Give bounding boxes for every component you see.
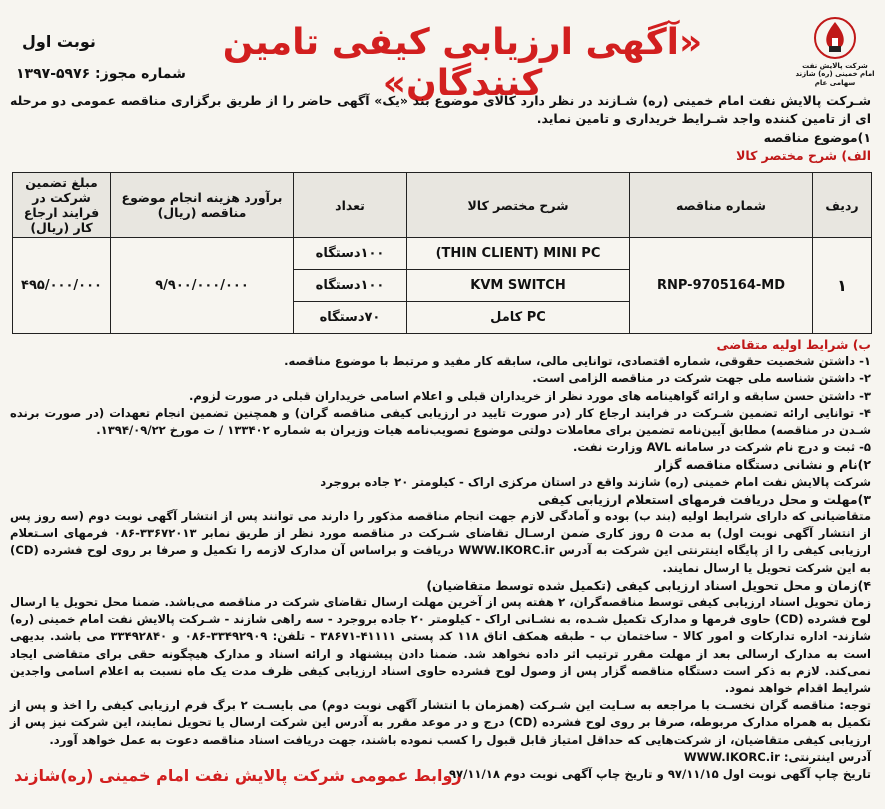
- item-description: THIN CLIENT) MINI PC): [407, 238, 629, 270]
- company-logo: [795, 16, 875, 87]
- section-2-text: شرکت پالایش نفت امام خمینی (ره) شازند واقع در استان مرکزی اراک - کیلومتر ۲۰ جاده بروجرد: [320, 474, 871, 489]
- section-4-title: ۴)زمان و محل تحویل اسناد ارزیابی کیفی (تکمیل شده توسط متقاضیان): [426, 577, 871, 593]
- table-header-row: [13, 173, 872, 238]
- section-3-title: ۳)مهلت و محل دریافت فرمهای استعلام ارزیابی کیفی: [537, 491, 871, 507]
- cell-estimate: ۹/۹۰۰/۰۰۰/۰۰۰: [111, 238, 294, 334]
- section-3-text: متقاضیانی که دارای شرایط اولیه (بند ب) بوده و آمادگی لازم جهت انجام مناقصه مذکور را دارند می توانند پس از انتشار آگهی نوبت دوم (سه روز پس از انتشار آگهی نوبت اول) به مدت ۵ روز کاری ضمن ارسـال تقاضای شـرکت در مناقصه مورد نظر از طریق نمابر ۳۳۶۷۲۰۱۳-۰۸۶ فرمهای اسـتعلام ارزیابی کیفی را از پایگاه اینترنتی این شرکت به آدرس WWW.IKORC.ir دریافت و براساس آن مدارک لازمه را تکمیل و صرفا بر روی لوح فشرده (CD) به این شرکت تحویل یا ارسال نمایند.: [10, 509, 871, 575]
- refinery-emblem-icon: [813, 16, 857, 60]
- cell-guarantee: ۴۹۵/۰۰۰/۰۰۰: [13, 238, 111, 334]
- item-quantity: ۱۰۰دستگاه: [294, 270, 406, 302]
- condition-1: ۱- داشتن شخصیت حقوقی، شماره اقتصادی، توانایی مالی، سابقه کار مفید و مرتبط با موضوع مناقصه.: [284, 354, 871, 369]
- section-4-text: زمان تحویل اسناد ارزیابی کیفی توسط مناقصه‌گران، ۲ هفته پس از آخرین مهلت ارسال تقاضای شرکت در مناقصه می‌باشد. ضمنا محل تحویل یا ارسال لوح فشرده (CD) حاوی فرمها و مدارک تکمیل شـده، به نشـانی اراک - کیلومتر ۲۰ جاده بروجرد - سه راهی شازند - شـرکت پالایش نفت امام خمینی (ره) شازند- اداره تدارکات و امور کالا - ساختمان ب - طبقه همکف اتاق ۱۱۸ کد پستی ۴۱۱۱۱-۳۸۶۷۱ - تلفن: ۳۳۴۹۲۹۰۹-۰۸۶ و ۳۳۴۹۲۸۴۰ می باشد. بدیهی است به مدارک ارسالی بعد از مهلت مقرر ترتیب اثر داده نخواهد شد. ضمنا دادن پیشنهاد و ارائه اسناد و مدارک هیچگونه حقی برای متقاضی ایجاد نمی‌کند. لازم به ذکر است دستگاه مناقصه گزار پس از وصول لوح فشرده حاوی اسناد ارزیابی کیفی ظرف مدت یک ماه نسبت به اعلام اسامی واجدین شرایط اقدام خواهد نمود.: [10, 595, 871, 696]
- website-line: آدرس اینترنتی: WWW.IKORC.ir: [683, 749, 871, 764]
- item-quantity: ۱۰۰دستگاه: [294, 238, 406, 270]
- condition-5: ۵- ثبت و درج نام شرکت در سامانه AVL وزارت نفت.: [572, 440, 871, 455]
- subject-heading: ۱)موضوع مناقصه: [763, 130, 871, 145]
- table-row: [13, 238, 872, 334]
- header-row-index: ردیف: [813, 173, 872, 238]
- header-estimate: برآورد هزینه انجام موضوع مناقصه (ریال): [111, 173, 294, 238]
- cell-tender-no: RNP-9705164-MD: [630, 238, 813, 334]
- header-tender-no: شماره مناقصه: [630, 173, 813, 238]
- condition-3: ۳- داشتن حسن سابقه و ارائه گواهینامه های مورد نظر از خریداران قبلی و اعلام اسامی خریداران قبلی در صورت لزوم.: [188, 388, 871, 403]
- public-relations-signature: روابط عمومی شرکت پالایش نفت امام خمینی (ره)شازند: [14, 766, 462, 785]
- note-text: توجه: مناقصه گران نخسـت با مراجعه به سـایت این شـرکت (همزمان با انتشار آگهی نوبت دوم) می بایسـت ۲ برگ فرم ارزیابی کیفی را اخذ و پس از تکمیل به همراه مدارک مربوطه، صرفا بر روی لوح فشرده (CD) درج و در موعد مقرر به آدرس این شرکت ارسال یا تحویل نمایند، این شرکت نیز پس از ارزیابی کیفی متقاضیان، از شرکت‌هایی که حداقل امتیاز قابل قبول را کسب نموده باشند، جهت دریافت اسناد مناقصه دعوت به عمل خواهد آورد.: [10, 698, 872, 747]
- section-b-title: ب) شرایط اولیه متقاضی: [716, 337, 871, 352]
- round-label: نوبت اول: [22, 32, 96, 51]
- section-2-title: ۲)نام و نشانی دستگاه مناقصه گزار: [654, 457, 871, 473]
- notice-body: [10, 336, 871, 783]
- item-description: PC کامل: [490, 310, 546, 325]
- header-description: شرح مختصر کالا: [407, 173, 630, 238]
- goods-table: [12, 172, 872, 334]
- print-dates: تاریخ چاپ آگهی نوبت اول ۹۷/۱۱/۱۵ و تاریخ چاپ آگهی نوبت دوم ۹۷/۱۱/۱۸: [448, 767, 871, 782]
- notice-title: «آگهی ارزیابی کیفی تامین کنندگان»: [222, 22, 703, 104]
- intro-paragraph: شـرکت پالایش نفت امام خمینی (ره) شـازند در نظر دارد کالای موضوع بند «یک» آگهی حاضر را از طریق برگزاری مناقصه عمومی دو مرحله ای از تامین کننده واجد شـرایط خریداری و تامین نماید.: [10, 93, 871, 126]
- header-guarantee: مبلغ تضمین شرکت در فرایند ارجاع کار (ریال): [13, 173, 111, 238]
- goods-description-heading: الف) شرح مختصر کالا: [736, 148, 871, 163]
- permit-number: شماره مجوز: ۵۹۷۶-۱۳۹۷: [16, 66, 186, 82]
- cell-quantities: [294, 238, 407, 334]
- header-quantity: تعداد: [294, 173, 407, 238]
- item-quantity: ۷۰دستگاه: [319, 310, 381, 325]
- cell-descriptions: [407, 238, 630, 334]
- condition-2: ۲- داشتن شناسه ملی جهت شرکت در مناقصه الزامی است.: [532, 371, 871, 386]
- condition-4: ۴- توانایی ارائه تضمین شـرکت در فرایند ارجاع کار (در صورت تایید در ارزیابی کیفی مناقصه گران) و همچنین تضمین انجام تعهدات (در صورت برنده شـدن در مناقصه) مطابق آیین‌نامه تضمین برای معاملات دولتی موضوع تصویب‌نامه هیات وزیران به شماره ۱۳۳۴۰۲ / ت مورخ ۱۳۹۴/۰۹/۲۲.: [10, 405, 871, 438]
- company-logo-text: شرکت پالایش نفت امام خمینی (ره) شازند سهامی عام: [795, 62, 875, 87]
- item-description: KVM SWITCH: [407, 270, 629, 302]
- cell-row-index: ۱: [813, 238, 872, 334]
